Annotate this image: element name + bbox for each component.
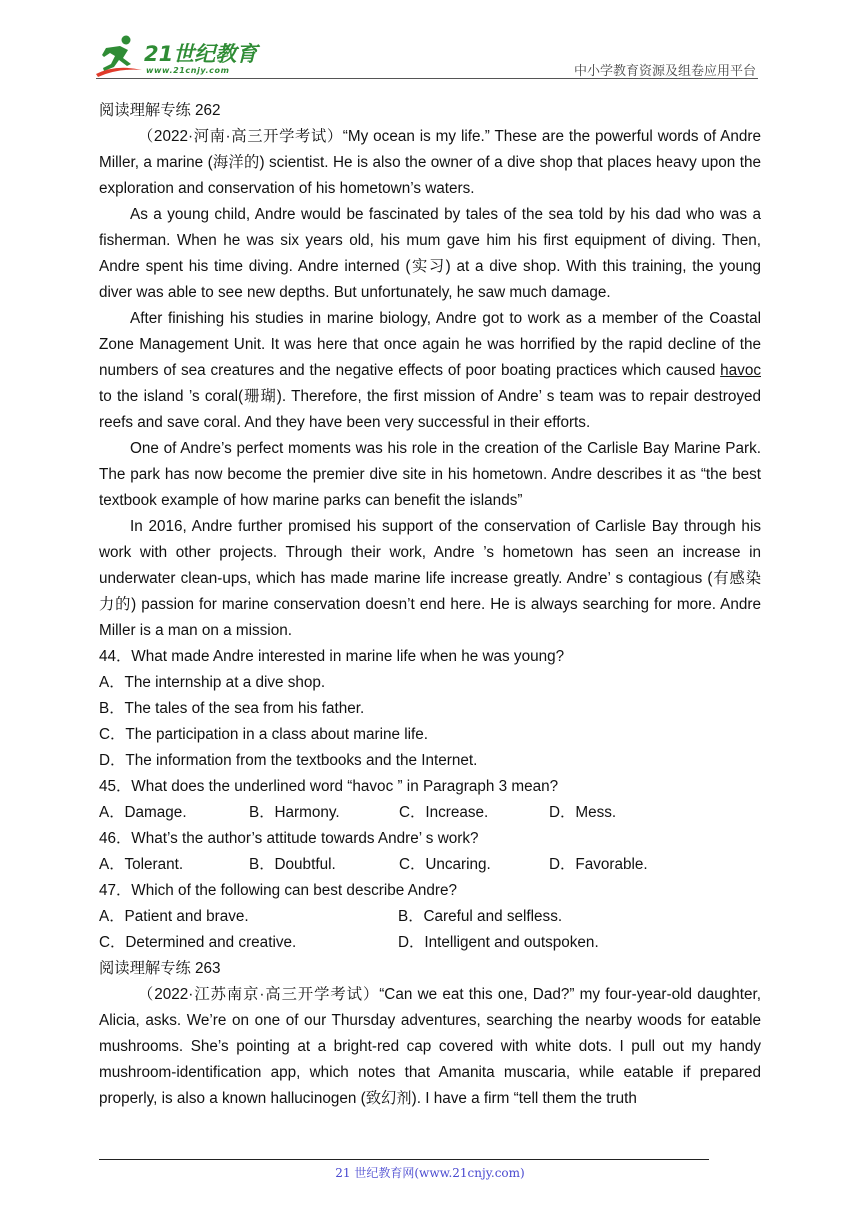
options-row bbox=[99, 904, 761, 930]
passage-paragraph: In 2016, Andre further promised his support of the conservation of Carlisle Bay through his work with other projects. Through their work, Andre ’s hometown has seen an increase in underwater clean-ups, which has made marine life increase greatly. Andre’ s contagious (有感染力的) passion for marine conservation doesn’t end here. He is always searching for more. Andre Miller is a man on a mission. bbox=[99, 518, 761, 639]
options-row bbox=[99, 930, 761, 956]
paragraph-text: to the island ’s coral(珊瑚). Therefore, the first mission of Andre’ s team was to repair destroyed reefs and save coral. And they have been very successful in their efforts. bbox=[99, 388, 761, 431]
question-stem: 47．Which of the following can best describe Andre? bbox=[99, 882, 457, 899]
answer-option: B．The tales of the sea from his father. bbox=[99, 700, 365, 717]
page-footer: 21 世纪教育网(www.21cnjy.com) bbox=[335, 1166, 525, 1180]
document-body bbox=[99, 98, 761, 1112]
answer-option: D．The information from the textbooks and the Internet. bbox=[99, 752, 478, 769]
page-header bbox=[96, 30, 758, 80]
paragraph-text: After finishing his studies in marine biology, Andre got to work as a member of the Coastal Zone Management Unit. It was here that once again he was horrified by the rapid decline of the numbers of sea creatures and the negative effects of poor boating practices which caused bbox=[99, 310, 761, 379]
passage-paragraph: （2022·河南·高三开学考试）“My ocean is my life.” These are the powerful words of Andre Miller, a marine (海洋的) scientist. He is also the owner of a dive shop that places heavy upon the exploration and conservation of his hometown’s waters. bbox=[99, 128, 761, 197]
question-stem: 46．What’s the author’s attitude towards Andre’ s work? bbox=[99, 830, 479, 847]
underlined-word: havoc bbox=[720, 362, 761, 379]
site-logo bbox=[96, 34, 256, 78]
answer-option: A．Tolerant. bbox=[99, 856, 184, 873]
answer-option: A．Damage. bbox=[99, 804, 187, 821]
runner-logo-icon bbox=[96, 34, 146, 78]
logo-subtext: www.21cnjy.com bbox=[146, 66, 230, 75]
answer-option: D．Mess. bbox=[549, 804, 617, 821]
section-title: 阅读理解专练 263 bbox=[99, 960, 221, 977]
answer-option: B．Harmony. bbox=[249, 804, 340, 821]
answer-option: C．The participation in a class about marine life. bbox=[99, 726, 429, 743]
options-row bbox=[99, 852, 761, 878]
answer-option: B．Doubtful. bbox=[249, 856, 336, 873]
answer-option: C．Increase. bbox=[399, 804, 489, 821]
passage-paragraph: One of Andre’s perfect moments was his role in the creation of the Carlisle Bay Marine Park. The park has now become the premier dive site in his hometown. Andre describes it as “the best textbook example of how marine parks can benefit the islands” bbox=[99, 440, 761, 509]
question-stem: 44．What made Andre interested in marine life when he was young? bbox=[99, 648, 565, 665]
passage-paragraph: （2022·江苏南京·高三开学考试）“Can we eat this one, Dad?” my four-year-old daughter, Alicia, asks. We’re on one of our Thursday adventures, searching the nearby woods for eatable mushrooms. She’s pointing at a bright-red cap covered with white dots. I pull out my handy mushroom-identification app, which notes that Amanita muscaria, while eatable if prepared properly, is also a known hallucinogen (致幻剂). I have a firm “tell them the truth bbox=[99, 986, 761, 1107]
footer-divider bbox=[99, 1159, 709, 1160]
answer-option: D．Favorable. bbox=[549, 856, 648, 873]
passage-paragraph: As a young child, Andre would be fascinated by tales of the sea told by his dad who was a fisherman. When he was six years old, his mum gave him his first equipment of diving. Then, Andre spent his time diving. Andre interned (实习) at a dive shop. With this training, the young diver was able to see new depths. But unfortunately, he saw much damage. bbox=[99, 206, 761, 301]
answer-option: C．Uncaring. bbox=[399, 856, 491, 873]
answer-option: B．Careful and selfless. bbox=[398, 908, 563, 925]
logo-text: 21世纪教育 bbox=[144, 42, 258, 66]
header-divider bbox=[96, 78, 758, 79]
answer-option: A．The internship at a dive shop. bbox=[99, 674, 326, 691]
answer-option: D．Intelligent and outspoken. bbox=[398, 934, 599, 951]
options-row bbox=[99, 800, 761, 826]
header-platform-name: 中小学教育资源及组卷应用平台 bbox=[573, 64, 756, 79]
question-stem: 45．What does the underlined word “havoc ” in Paragraph 3 mean? bbox=[99, 778, 559, 795]
answer-option: A．Patient and brave. bbox=[99, 908, 249, 925]
answer-option: C．Determined and creative. bbox=[99, 934, 297, 951]
section-title: 阅读理解专练 262 bbox=[99, 102, 221, 119]
passage-paragraph bbox=[99, 306, 761, 436]
